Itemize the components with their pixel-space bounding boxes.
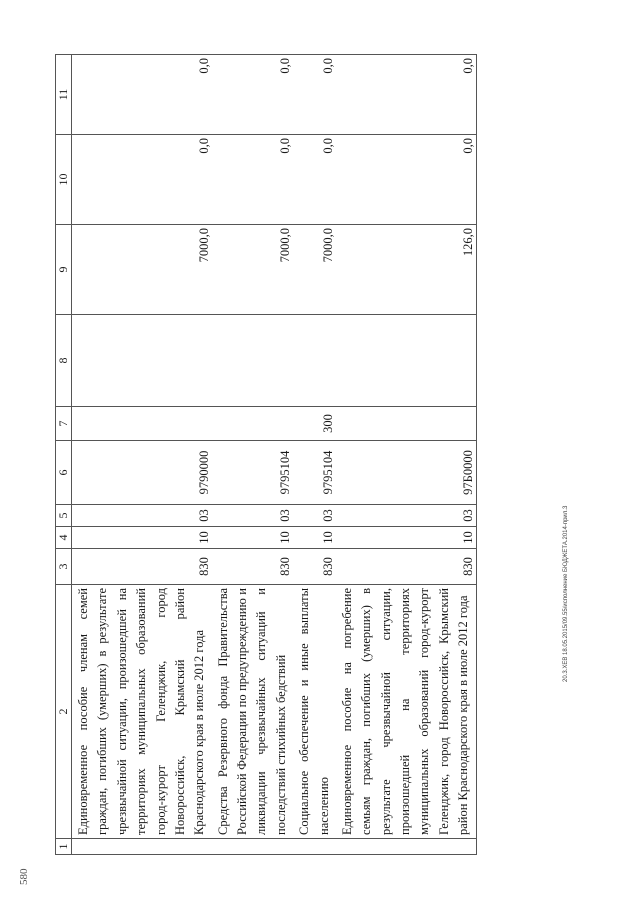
- cell-target-article: 9790000: [72, 441, 212, 505]
- cell-section: 10: [336, 527, 476, 549]
- column-header: 8: [56, 315, 72, 407]
- cell-subsection: 03: [293, 505, 336, 527]
- cell-subsection: 03: [72, 505, 212, 527]
- cell-ministry: 830: [336, 549, 476, 585]
- cell-target-article: 97Б0000: [336, 441, 476, 505]
- cell-number: [212, 839, 294, 855]
- cell-number: [72, 839, 212, 855]
- column-header: 4: [56, 527, 72, 549]
- cell-expense-type: 300: [293, 407, 336, 441]
- cell-expense-type: [212, 407, 294, 441]
- table-row: [212, 55, 294, 855]
- column-header: 9: [56, 225, 72, 315]
- cell-expense-type: [336, 407, 476, 441]
- cell-col10: 0,0: [212, 135, 294, 225]
- cell-col10: 0,0: [336, 135, 476, 225]
- column-header: 10: [56, 135, 72, 225]
- cell-col8: [336, 315, 476, 407]
- cell-col11: 0,0: [212, 55, 294, 135]
- column-header: 5: [56, 505, 72, 527]
- cell-subsection: 03: [212, 505, 294, 527]
- cell-section: 10: [72, 527, 212, 549]
- cell-ministry: 830: [72, 549, 212, 585]
- cell-amount: 7000,0: [72, 225, 212, 315]
- column-header: 6: [56, 441, 72, 505]
- cell-section: 10: [293, 527, 336, 549]
- cell-description: Единовременное пособие членам семей граждан, погибших (умерших) в результате чрезвычайной ситуации, произошедшей на территориях муниципальных образований город-курорт Геленджик, город Новороссийск, Крымский район Краснодарского края в июле 2012 года: [72, 585, 212, 839]
- table-row: [72, 55, 212, 855]
- cell-col8: [72, 315, 212, 407]
- cell-subsection: 03: [336, 505, 476, 527]
- budget-table-page: [55, 55, 580, 855]
- column-header: 11: [56, 55, 72, 135]
- cell-ministry: 830: [293, 549, 336, 585]
- cell-col10: 0,0: [72, 135, 212, 225]
- cell-number: [293, 839, 336, 855]
- cell-section: 10: [212, 527, 294, 549]
- cell-col8: [293, 315, 336, 407]
- footer-file-path: 20.3.XEB 18.05.2015/09.55/исполнение БЮДЖЕТА.2014-прил.3: [563, 505, 569, 682]
- header-row: [56, 55, 72, 855]
- cell-target-article: 9795104: [212, 441, 294, 505]
- table-row: [293, 55, 336, 855]
- cell-amount: 7000,0: [212, 225, 294, 315]
- cell-target-article: 9795104: [293, 441, 336, 505]
- column-header: 3: [56, 549, 72, 585]
- column-header: 2: [56, 585, 72, 839]
- cell-number: [336, 839, 476, 855]
- cell-amount: 7000,0: [293, 225, 336, 315]
- cell-description: Средства Резервного фонда Правительства Российской Федерации по предупреждению и ликвидации чрезвычайных ситуаций и последствий стихийных бедствий: [212, 585, 294, 839]
- cell-col8: [212, 315, 294, 407]
- cell-col11: 0,0: [72, 55, 212, 135]
- cell-expense-type: [72, 407, 212, 441]
- cell-description: Социальное обеспечение и иные выплаты населению: [293, 585, 336, 839]
- cell-description: Единовременное пособие на погребение семьям граждан, погибших (умерших) в результате чрезвычайной ситуации, произошедшей на территориях муниципальных образований город-курорт Геленджик, город Новороссийск, Крымский район Краснодарского края в июле 2012 года: [336, 585, 476, 839]
- cell-col10: 0,0: [293, 135, 336, 225]
- cell-col11: 0,0: [293, 55, 336, 135]
- cell-col11: 0,0: [336, 55, 476, 135]
- cell-ministry: 830: [212, 549, 294, 585]
- cell-amount: 126,0: [336, 225, 476, 315]
- column-header: 1: [56, 839, 72, 855]
- table-row: [336, 55, 476, 855]
- page-number: 580: [18, 868, 30, 885]
- column-header: 7: [56, 407, 72, 441]
- budget-table: [55, 54, 477, 855]
